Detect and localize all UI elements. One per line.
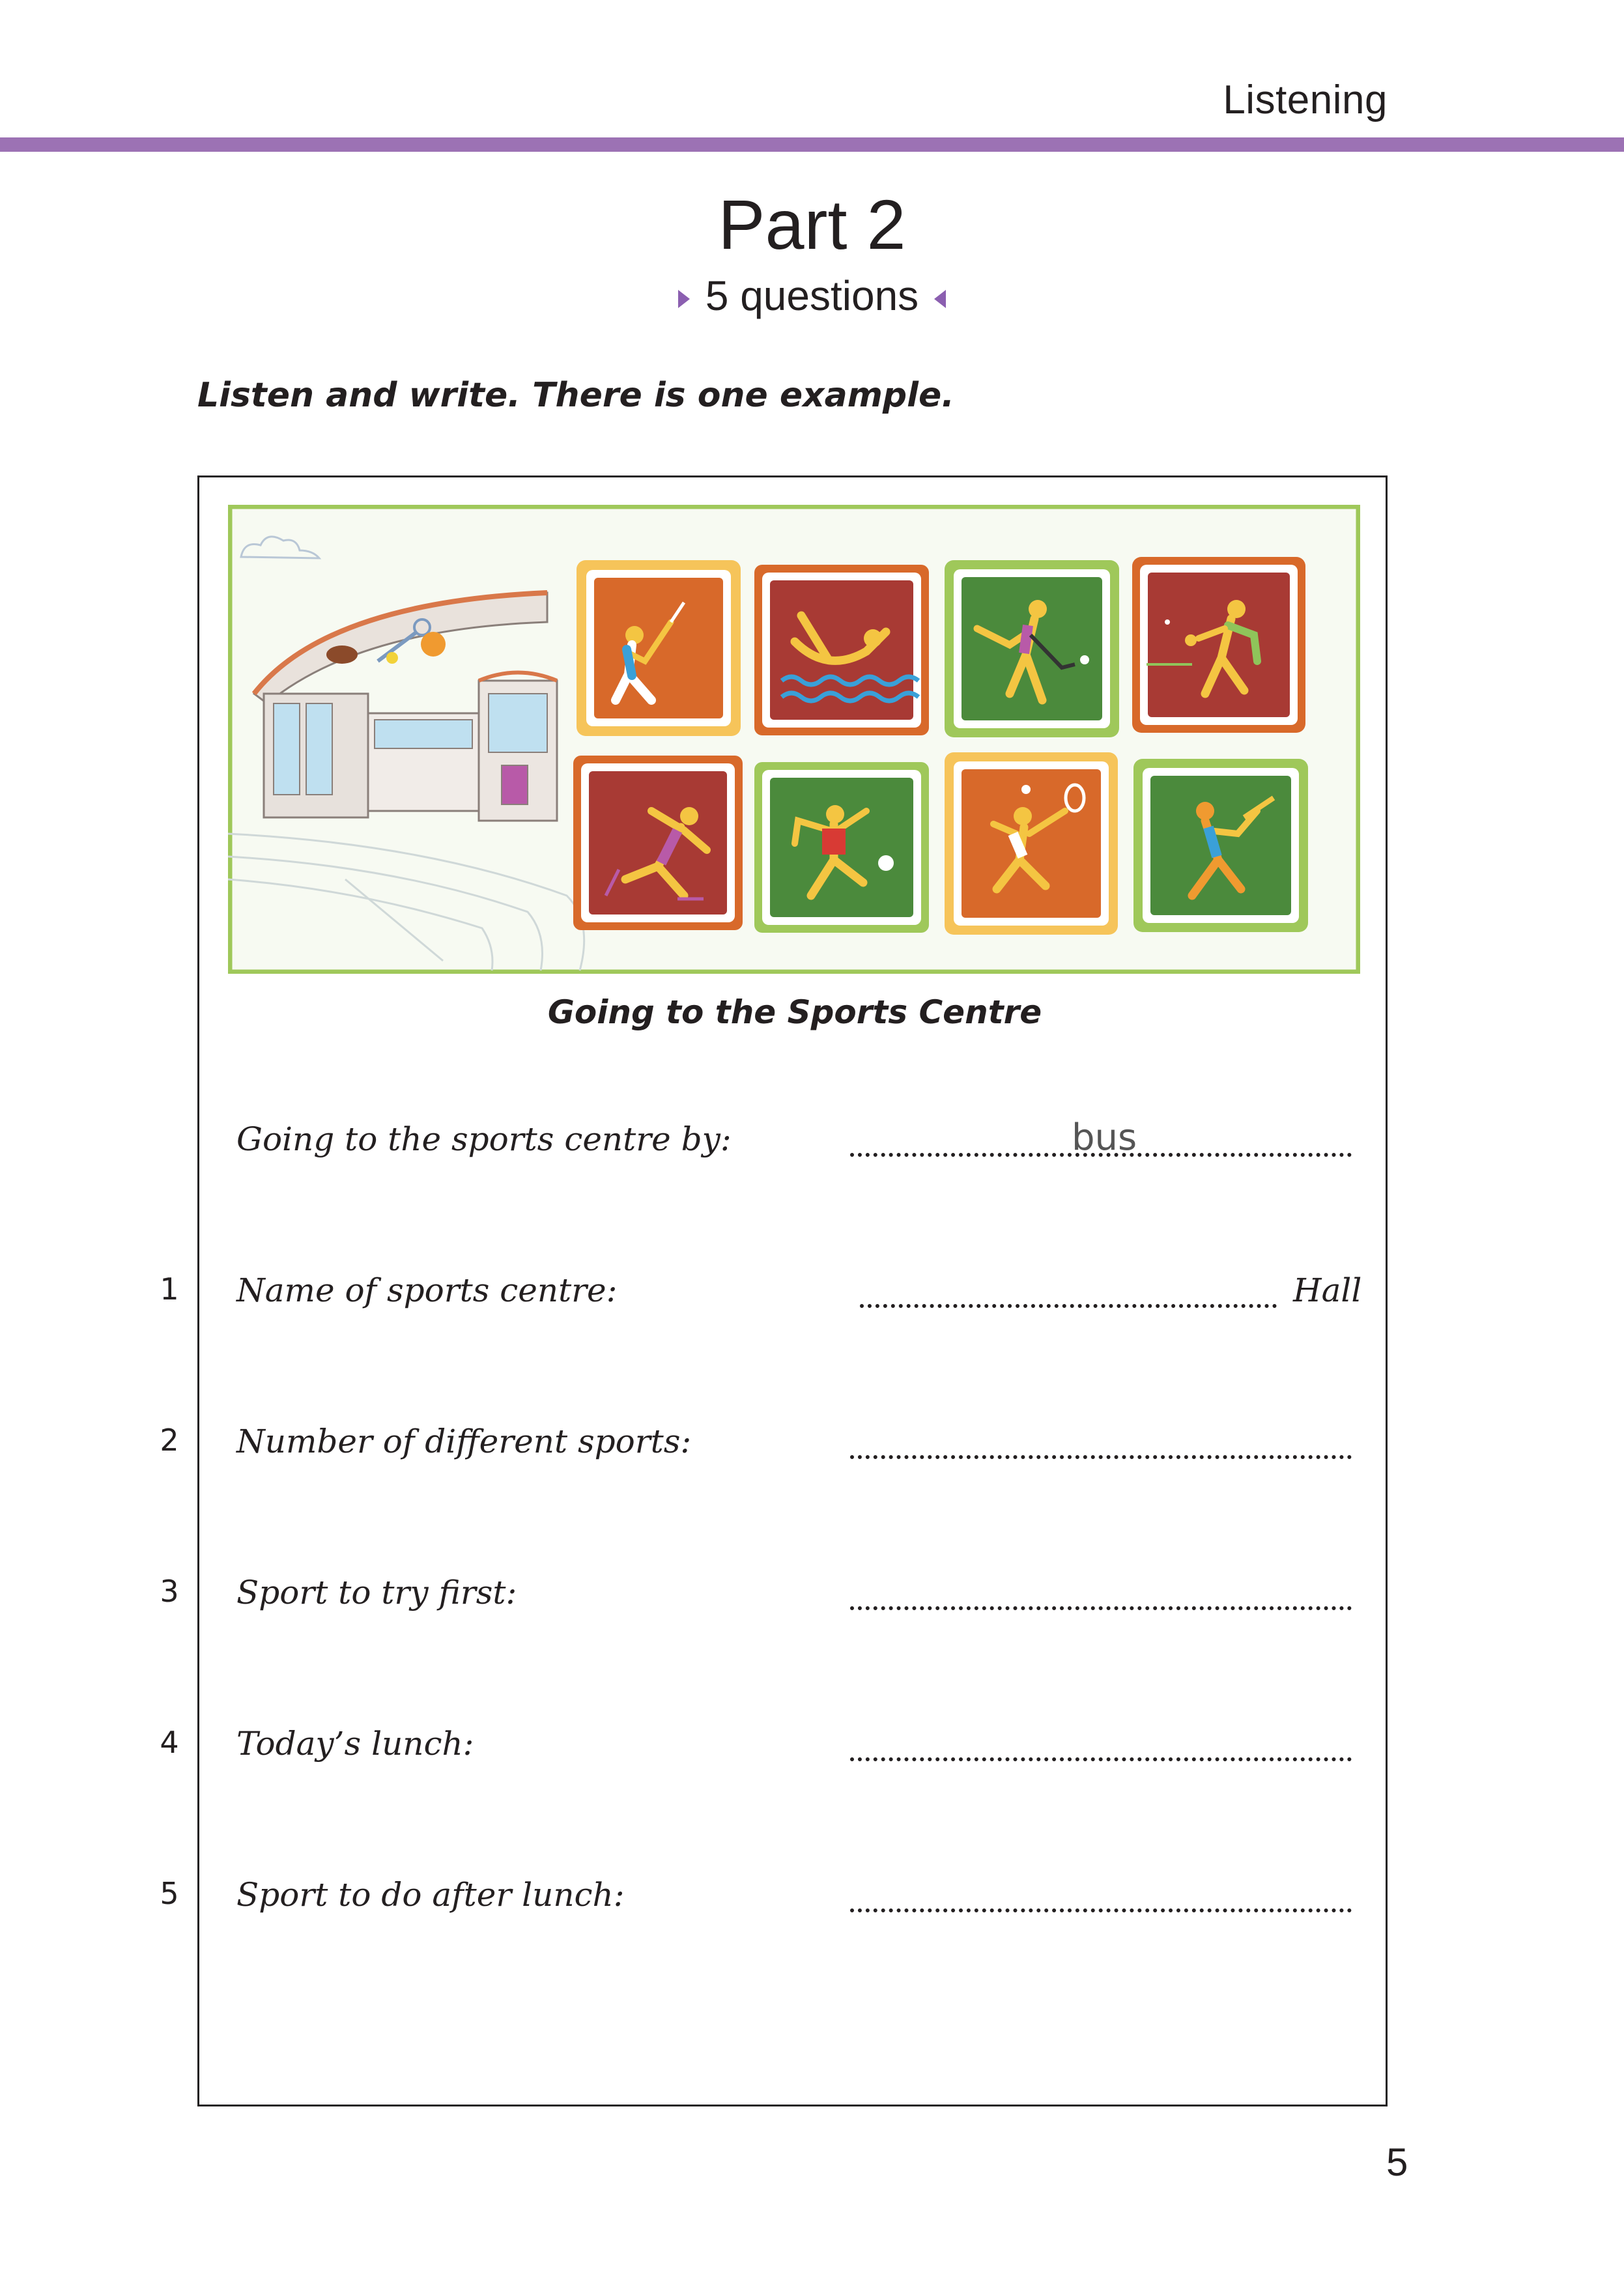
sports-centre-picture bbox=[228, 505, 1360, 974]
question-label: Sport to do after lunch: bbox=[236, 1876, 625, 1914]
badminton-icon bbox=[577, 560, 741, 736]
picture-caption: Going to the Sports Centre bbox=[547, 993, 1042, 1031]
table-tennis-icon bbox=[1132, 557, 1305, 733]
tennis-icon bbox=[945, 752, 1118, 935]
question-label: Name of sports centre: bbox=[236, 1271, 618, 1309]
question-count-text: 5 questions bbox=[705, 272, 919, 319]
answer-field-2[interactable] bbox=[850, 1449, 1352, 1459]
question-number: 4 bbox=[160, 1725, 179, 1760]
question-label: Today’s lunch: bbox=[236, 1725, 474, 1763]
question-label: Number of different sports: bbox=[236, 1423, 692, 1460]
question-row-4 bbox=[0, 1725, 1624, 1777]
header-rule bbox=[0, 137, 1624, 152]
part-title: Part 2 bbox=[718, 185, 906, 264]
triangle-left-icon bbox=[934, 290, 946, 308]
example-answer: bus bbox=[1072, 1116, 1137, 1159]
example-label: Going to the sports centre by: bbox=[236, 1120, 732, 1158]
question-number: 5 bbox=[160, 1876, 179, 1911]
example-row bbox=[0, 1116, 1624, 1172]
answer-field-5[interactable] bbox=[850, 1902, 1352, 1912]
ice-hockey-icon bbox=[573, 756, 743, 930]
answer-field-4[interactable] bbox=[850, 1751, 1352, 1761]
question-label: Sport to try first: bbox=[236, 1574, 517, 1611]
question-row-3 bbox=[0, 1574, 1624, 1626]
question-count bbox=[0, 272, 1624, 320]
swimming-icon bbox=[754, 565, 929, 735]
section-label: Listening bbox=[1223, 78, 1388, 122]
football-icon bbox=[754, 762, 929, 933]
triangle-right-icon bbox=[678, 290, 690, 308]
baseball-icon bbox=[1133, 759, 1308, 932]
hockey-icon bbox=[945, 560, 1119, 737]
question-row-1 bbox=[0, 1271, 1624, 1324]
question-suffix: Hall bbox=[1293, 1271, 1362, 1309]
instruction: Listen and write. There is one example. bbox=[197, 376, 955, 415]
question-number: 3 bbox=[160, 1574, 179, 1609]
question-number: 1 bbox=[160, 1271, 179, 1307]
question-row-5 bbox=[0, 1876, 1624, 1928]
answer-field-1[interactable] bbox=[860, 1297, 1277, 1308]
question-row-2 bbox=[0, 1423, 1624, 1475]
page-number: 5 bbox=[1386, 2140, 1408, 2184]
answer-field-3[interactable] bbox=[850, 1600, 1352, 1610]
question-number: 2 bbox=[160, 1423, 179, 1458]
